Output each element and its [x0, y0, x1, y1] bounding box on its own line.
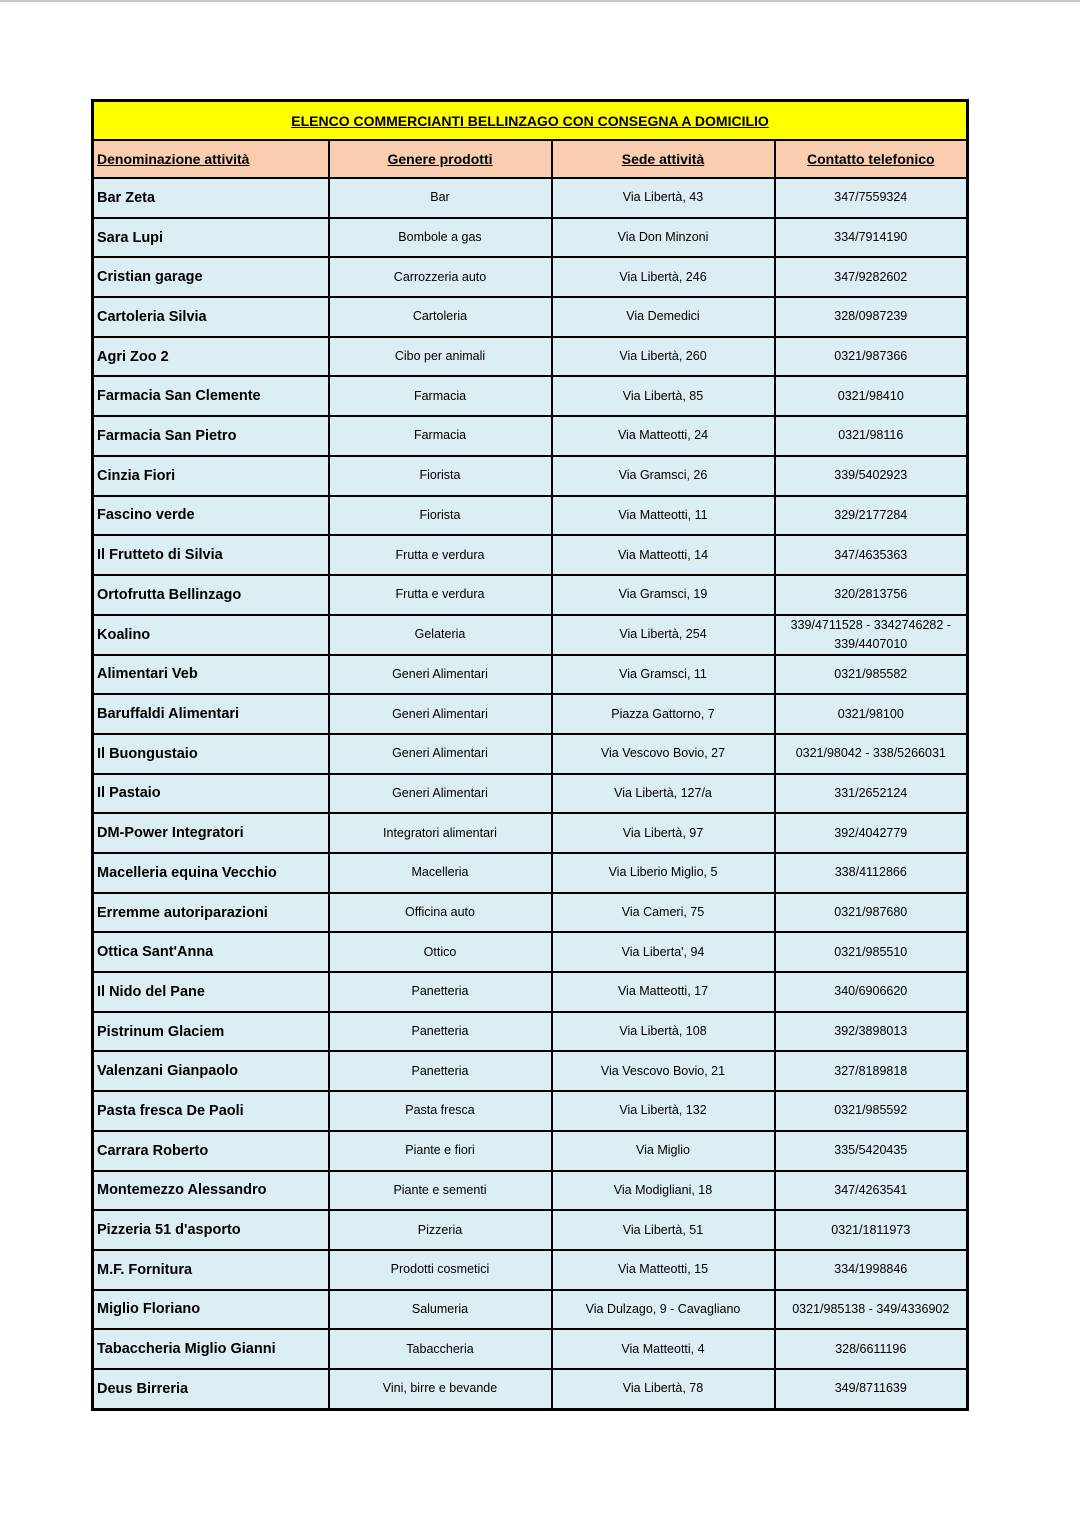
business-address: Via Gramsci, 11 — [552, 655, 775, 695]
phone-number: 327/8189818 — [775, 1051, 968, 1091]
merchant-name: Farmacia San Pietro — [93, 416, 329, 456]
phone-number: 347/7559324 — [775, 178, 968, 218]
business-address: Via Libertà, 127/a — [552, 774, 775, 814]
merchant-name: Carrara Roberto — [93, 1131, 329, 1171]
phone-number: 392/4042779 — [775, 813, 968, 853]
table-row — [93, 1290, 968, 1330]
table-row — [93, 416, 968, 456]
product-category: Pizzeria — [329, 1210, 552, 1250]
phone-number: 0321/98410 — [775, 376, 968, 416]
phone-number: 334/7914190 — [775, 218, 968, 258]
product-category: Cartoleria — [329, 297, 552, 337]
business-address: Via Matteotti, 4 — [552, 1329, 775, 1369]
table-row — [93, 218, 968, 258]
column-header-category: Genere prodotti — [329, 140, 552, 178]
phone-number: 331/2652124 — [775, 774, 968, 814]
table-row — [93, 297, 968, 337]
merchant-name: Agri Zoo 2 — [93, 337, 329, 377]
table-row — [93, 575, 968, 615]
business-address: Via Libertà, 97 — [552, 813, 775, 853]
table-row — [93, 853, 968, 893]
table-row — [93, 813, 968, 853]
business-address: Via Gramsci, 19 — [552, 575, 775, 615]
business-address: Via Matteotti, 11 — [552, 496, 775, 536]
phone-number: 0321/985592 — [775, 1091, 968, 1131]
table-row — [93, 1210, 968, 1250]
product-category: Panetteria — [329, 972, 552, 1012]
phone-number: 339/4711528 - 3342746282 - 339/4407010 — [775, 615, 968, 655]
product-category: Pasta fresca — [329, 1091, 552, 1131]
table-row — [93, 1091, 968, 1131]
business-address: Via Libertà, 51 — [552, 1210, 775, 1250]
product-category: Piante e sementi — [329, 1171, 552, 1211]
table-row — [93, 535, 968, 575]
table-row — [93, 376, 968, 416]
table-row — [93, 1131, 968, 1171]
phone-number: 0321/987366 — [775, 337, 968, 377]
merchants-table — [91, 99, 969, 1411]
table-row — [93, 1369, 968, 1409]
table-row — [93, 1171, 968, 1211]
business-address: Via Vescovo Bovio, 27 — [552, 734, 775, 774]
phone-number: 328/6611196 — [775, 1329, 968, 1369]
business-address: Via Matteotti, 15 — [552, 1250, 775, 1290]
product-category: Fiorista — [329, 456, 552, 496]
table-row — [93, 734, 968, 774]
phone-number: 335/5420435 — [775, 1131, 968, 1171]
merchant-name: Pasta fresca De Paoli — [93, 1091, 329, 1131]
table-row — [93, 1329, 968, 1369]
product-category: Generi Alimentari — [329, 694, 552, 734]
merchant-name: Macelleria equina Vecchio — [93, 853, 329, 893]
table-row — [93, 972, 968, 1012]
column-header-phone: Contatto telefonico — [775, 140, 968, 178]
table-row — [93, 615, 968, 655]
phone-number: 0321/98100 — [775, 694, 968, 734]
phone-number: 0321/1811973 — [775, 1210, 968, 1250]
table-row — [93, 1250, 968, 1290]
business-address: Via Gramsci, 26 — [552, 456, 775, 496]
merchant-name: Miglio Floriano — [93, 1290, 329, 1330]
table-body — [93, 178, 968, 1409]
table-row — [93, 893, 968, 933]
product-category: Piante e fiori — [329, 1131, 552, 1171]
product-category: Bombole a gas — [329, 218, 552, 258]
phone-number: 0321/985510 — [775, 932, 968, 972]
merchant-name: Farmacia San Clemente — [93, 376, 329, 416]
merchant-name: Il Nido del Pane — [93, 972, 329, 1012]
product-category: Cibo per animali — [329, 337, 552, 377]
product-category: Farmacia — [329, 376, 552, 416]
product-category: Generi Alimentari — [329, 655, 552, 695]
merchant-name: Koalino — [93, 615, 329, 655]
business-address: Via Modigliani, 18 — [552, 1171, 775, 1211]
phone-number: 347/4263541 — [775, 1171, 968, 1211]
merchant-name: Cristian garage — [93, 257, 329, 297]
product-category: Vini, birre e bevande — [329, 1369, 552, 1409]
merchant-name: Montemezzo Alessandro — [93, 1171, 329, 1211]
merchant-name: Bar Zeta — [93, 178, 329, 218]
table-row — [93, 694, 968, 734]
phone-number: 329/2177284 — [775, 496, 968, 536]
merchant-name: Fascino verde — [93, 496, 329, 536]
business-address: Via Miglio — [552, 1131, 775, 1171]
page-top-border — [0, 0, 1080, 2]
product-category: Bar — [329, 178, 552, 218]
product-category: Officina auto — [329, 893, 552, 933]
product-category: Salumeria — [329, 1290, 552, 1330]
table-row — [93, 337, 968, 377]
merchant-name: Erremme autoriparazioni — [93, 893, 329, 933]
business-address: Via Matteotti, 17 — [552, 972, 775, 1012]
table-row — [93, 1051, 968, 1091]
business-address: Via Matteotti, 14 — [552, 535, 775, 575]
header-row — [93, 140, 968, 178]
merchant-name: Valenzani Gianpaolo — [93, 1051, 329, 1091]
business-address: Via Liberio Miglio, 5 — [552, 853, 775, 893]
merchant-name: Pistrinum Glaciem — [93, 1012, 329, 1052]
merchant-name: Il Frutteto di Silvia — [93, 535, 329, 575]
table-row — [93, 456, 968, 496]
merchant-name: Il Buongustaio — [93, 734, 329, 774]
product-category: Gelateria — [329, 615, 552, 655]
table-row — [93, 257, 968, 297]
title-row — [93, 101, 968, 141]
phone-number: 0321/98042 - 338/5266031 — [775, 734, 968, 774]
business-address: Via Libertà, 246 — [552, 257, 775, 297]
merchant-name: Pizzeria 51 d'asporto — [93, 1210, 329, 1250]
business-address: Via Libertà, 108 — [552, 1012, 775, 1052]
product-category: Macelleria — [329, 853, 552, 893]
business-address: Piazza Gattorno, 7 — [552, 694, 775, 734]
product-category: Integratori alimentari — [329, 813, 552, 853]
merchant-name: Tabaccheria Miglio Gianni — [93, 1329, 329, 1369]
phone-number: 339/5402923 — [775, 456, 968, 496]
business-address: Via Cameri, 75 — [552, 893, 775, 933]
business-address: Via Libertà, 254 — [552, 615, 775, 655]
column-header-address: Sede attività — [552, 140, 775, 178]
product-category: Generi Alimentari — [329, 774, 552, 814]
phone-number: 334/1998846 — [775, 1250, 968, 1290]
phone-number: 320/2813756 — [775, 575, 968, 615]
merchant-name: M.F. Fornitura — [93, 1250, 329, 1290]
table-title: ELENCO COMMERCIANTI BELLINZAGO CON CONSEGNA A DOMICILIO — [93, 101, 968, 141]
product-category: Fiorista — [329, 496, 552, 536]
phone-number: 349/8711639 — [775, 1369, 968, 1409]
merchant-name: Il Pastaio — [93, 774, 329, 814]
table-row — [93, 178, 968, 218]
product-category: Panetteria — [329, 1012, 552, 1052]
business-address: Via Libertà, 85 — [552, 376, 775, 416]
merchant-name: Cartoleria Silvia — [93, 297, 329, 337]
business-address: Via Libertà, 78 — [552, 1369, 775, 1409]
table-row — [93, 655, 968, 695]
product-category: Frutta e verdura — [329, 575, 552, 615]
table-row — [93, 774, 968, 814]
merchant-name: Ortofrutta Bellinzago — [93, 575, 329, 615]
phone-number: 0321/98116 — [775, 416, 968, 456]
product-category: Carrozzeria auto — [329, 257, 552, 297]
phone-number: 347/4635363 — [775, 535, 968, 575]
product-category: Generi Alimentari — [329, 734, 552, 774]
product-category: Ottico — [329, 932, 552, 972]
table-row — [93, 932, 968, 972]
product-category: Tabaccheria — [329, 1329, 552, 1369]
business-address: Via Demedici — [552, 297, 775, 337]
merchant-name: Alimentari Veb — [93, 655, 329, 695]
business-address: Via Don Minzoni — [552, 218, 775, 258]
merchant-name: Ottica Sant'Anna — [93, 932, 329, 972]
phone-number: 340/6906620 — [775, 972, 968, 1012]
product-category: Panetteria — [329, 1051, 552, 1091]
phone-number: 0321/985138 - 349/4336902 — [775, 1290, 968, 1330]
column-header-name: Denominazione attività — [93, 140, 329, 178]
phone-number: 392/3898013 — [775, 1012, 968, 1052]
phone-number: 0321/985582 — [775, 655, 968, 695]
business-address: Via Vescovo Bovio, 21 — [552, 1051, 775, 1091]
phone-number: 328/0987239 — [775, 297, 968, 337]
business-address: Via Liberta', 94 — [552, 932, 775, 972]
business-address: Via Dulzago, 9 - Cavagliano — [552, 1290, 775, 1330]
business-address: Via Libertà, 260 — [552, 337, 775, 377]
merchant-name: Deus Birreria — [93, 1369, 329, 1409]
product-category: Frutta e verdura — [329, 535, 552, 575]
merchant-name: Cinzia Fiori — [93, 456, 329, 496]
merchant-name: DM-Power Integratori — [93, 813, 329, 853]
phone-number: 0321/987680 — [775, 893, 968, 933]
business-address: Via Libertà, 132 — [552, 1091, 775, 1131]
product-category: Prodotti cosmetici — [329, 1250, 552, 1290]
business-address: Via Matteotti, 24 — [552, 416, 775, 456]
phone-number: 347/9282602 — [775, 257, 968, 297]
merchant-name: Baruffaldi Alimentari — [93, 694, 329, 734]
business-address: Via Libertà, 43 — [552, 178, 775, 218]
phone-number: 338/4112866 — [775, 853, 968, 893]
table-row — [93, 496, 968, 536]
merchant-name: Sara Lupi — [93, 218, 329, 258]
table-row — [93, 1012, 968, 1052]
product-category: Farmacia — [329, 416, 552, 456]
